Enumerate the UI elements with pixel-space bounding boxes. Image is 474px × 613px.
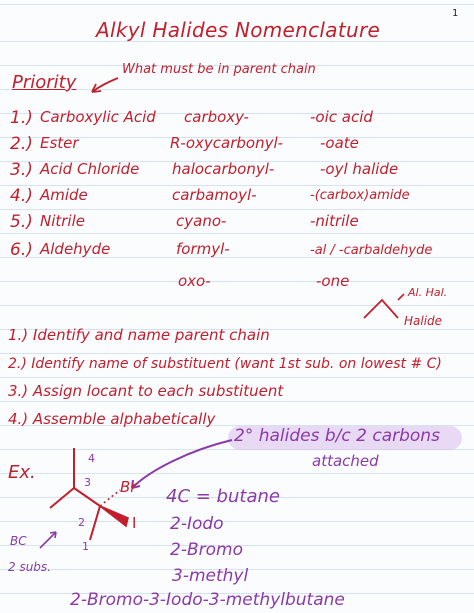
priority-row-prefix: carbamoyl-: [172, 186, 257, 204]
priority-row-suffix: -(carbox)amide: [310, 188, 410, 203]
example-part: 4C = butane: [166, 486, 280, 507]
locant-4: 4: [88, 452, 95, 465]
priority-row-num: 2.): [10, 134, 33, 154]
page-number: 1: [452, 8, 459, 19]
example-part: 2-Iodo: [170, 514, 224, 534]
bond-down: [90, 506, 100, 540]
step-item: 4.) Assemble alphabetically: [8, 410, 216, 428]
priority-row-suffix: -oyl halide: [320, 160, 399, 178]
locant-2: 2: [78, 516, 85, 529]
bond-to-c2: [74, 488, 100, 506]
example-arrow: [132, 440, 232, 488]
final-name: 2-Bromo-3-Iodo-3-methylbutane: [70, 590, 345, 610]
priority-row-num: 5.): [10, 212, 33, 232]
priority-row-num: 4.): [10, 186, 33, 206]
priority-row-group: Amide: [40, 186, 88, 204]
priority-row-prefix: halocarbonyl-: [172, 160, 275, 178]
alkyl-halide-label: Al. Hal.: [408, 286, 448, 299]
priority-row-group: Nitrile: [40, 212, 85, 230]
step-item: 3.) Assign locant to each substituent: [8, 382, 284, 400]
priority-row-num: 6.): [10, 240, 33, 260]
bc-label: BC: [10, 534, 27, 548]
step-item: 2.) Identify name of substituent (want 1st sub. on lowest # C): [8, 356, 442, 372]
note-attached: attached: [312, 452, 379, 470]
priority-row-suffix: -nitrile: [310, 212, 359, 230]
priority-row-group: Carboxylic Acid: [40, 108, 156, 126]
bc-arrow: [40, 532, 56, 548]
priority-row-group: Ester: [40, 134, 79, 152]
example-part: 2-Bromo: [170, 540, 243, 560]
halide-bond: [398, 294, 404, 300]
priority-row-prefix: carboxy-: [184, 108, 249, 126]
priority-row-suffix: -oate: [320, 134, 359, 152]
halide-zigzag: [364, 300, 398, 318]
bond-left-branch: [50, 488, 74, 508]
page-title: Alkyl Halides Nomenclature: [96, 18, 381, 42]
priority-row-num: 1.): [10, 108, 33, 128]
subs-label: 2 subs.: [8, 560, 51, 574]
example-label: Ex.: [8, 462, 36, 483]
priority-row-num: 3.): [10, 160, 33, 180]
step-item: 1.) Identify and name parent chain: [8, 326, 270, 344]
priority-note: What must be in parent chain: [122, 62, 316, 77]
priority-row-prefix: R-oxycarbonyl-: [170, 134, 284, 152]
bromine-label: Br: [120, 478, 137, 496]
example-part: 3-methyl: [172, 566, 249, 586]
locant-3: 3: [84, 476, 91, 489]
locant-1: 1: [82, 540, 89, 553]
priority-row-prefix: cyano-: [176, 212, 227, 230]
priority-row-group: Aldehyde: [40, 240, 111, 258]
priority-row-suffix: -oic acid: [310, 108, 373, 126]
priority-row-group: Acid Chloride: [40, 160, 140, 178]
priority-row-suffix: -al / -carbaldehyde: [310, 243, 433, 258]
iodine-label: I: [132, 514, 137, 532]
priority-heading: Priority: [12, 72, 77, 93]
priority-row-prefix: formyl-: [176, 240, 230, 258]
note-halides: 2° halides b/c 2 carbons: [234, 426, 440, 446]
priority-row-prefix: oxo-: [178, 272, 211, 290]
hashed-bond: [100, 490, 120, 506]
priority-row-suffix: -one: [316, 272, 350, 290]
wedge-bond: [100, 506, 128, 526]
halide-label: Halide: [404, 314, 443, 328]
